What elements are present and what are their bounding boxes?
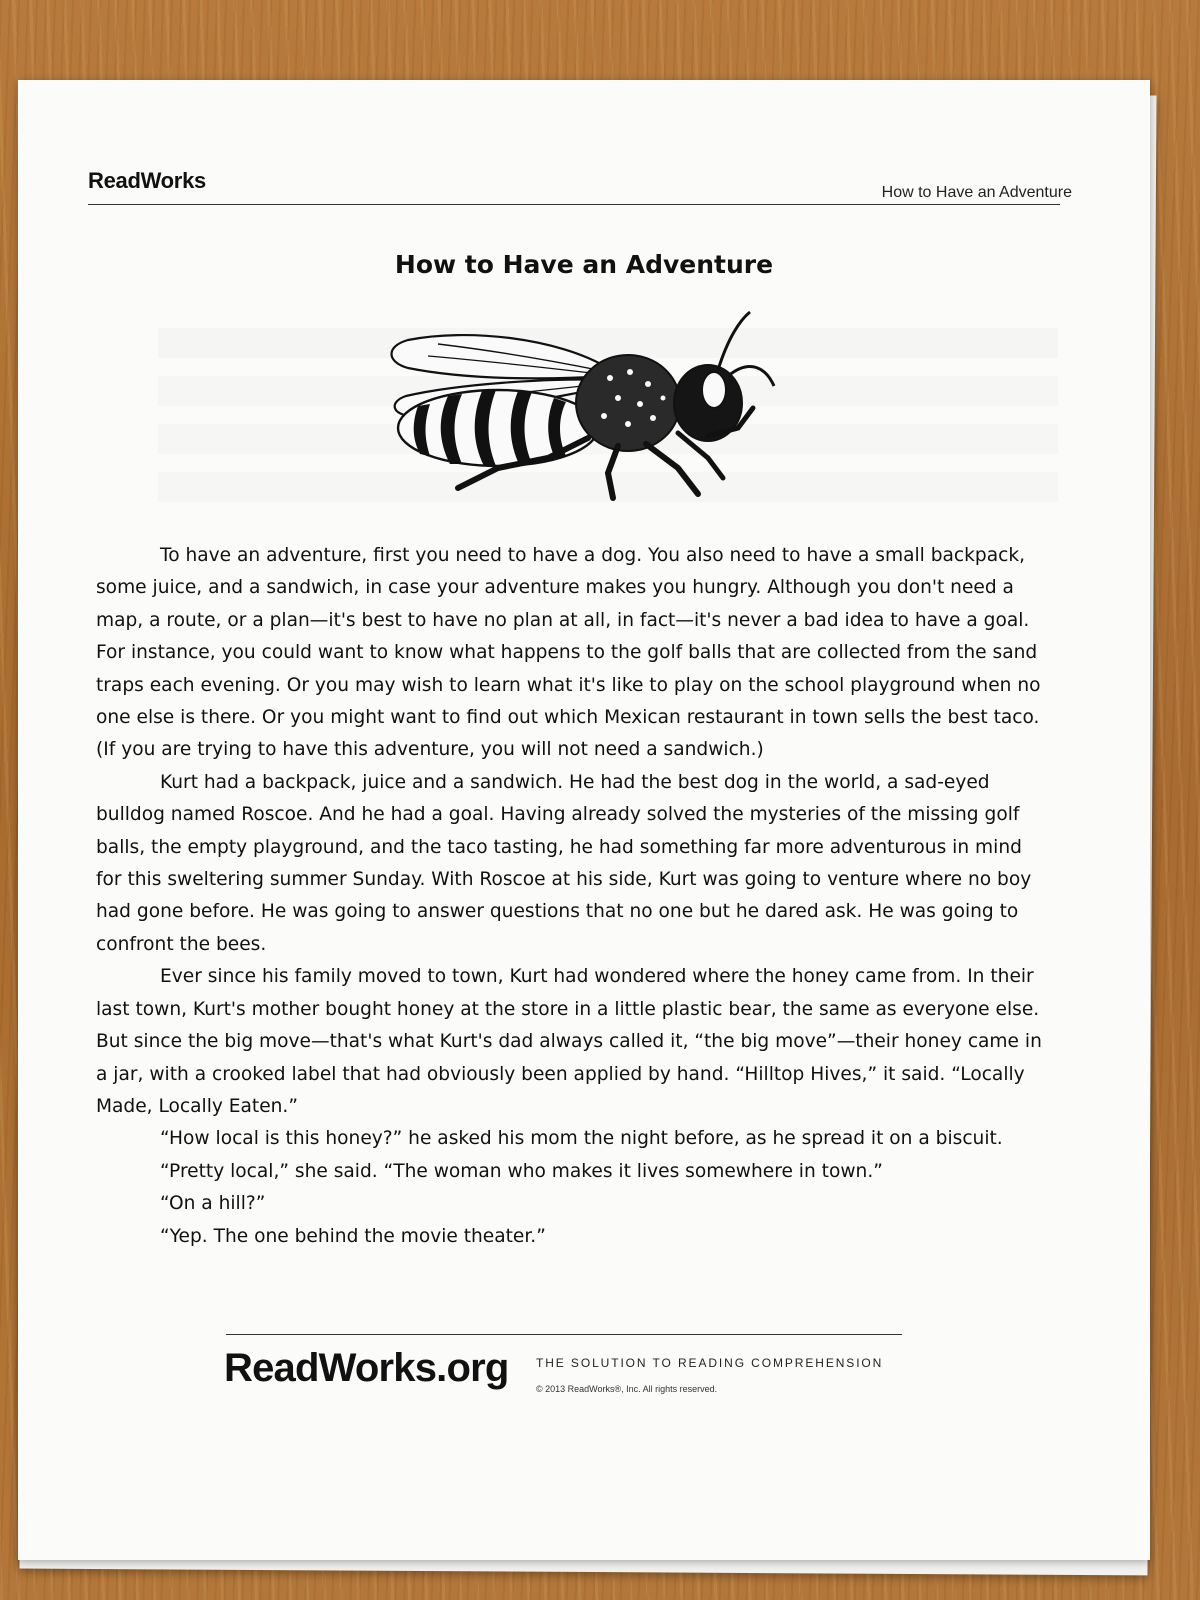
story-title: How to Have an Adventure bbox=[394, 250, 774, 279]
bee-illustration bbox=[378, 298, 778, 503]
paragraph-1: To have an adventure, first you need to have a dog. You also need to have a small backpack, some juice, and a sandwich, in case your adventure makes you hungry. Although you don't need a map, a route, or a plan—it's best to have no plan at all, in fact—it's never a bad idea to have a goal. For instance, you could want to know what happens to the golf balls that are collected from the sand traps each evening. Or you may wish to learn what it's like to play on the school playground when no one else is there. Or you might want to find out which Mexican restaurant in town sells the best taco. (If you are trying to have this adventure, you will not need a sandwich.) bbox=[96, 545, 1041, 761]
paragraph-7: “Yep. The one behind the movie theater.” bbox=[160, 1225, 546, 1247]
footer-logo: ReadWorks.org bbox=[224, 1346, 509, 1390]
worksheet-page bbox=[18, 80, 1150, 1560]
paragraph-4: “How local is this honey?” he asked his mom the night before, as he spread it on a biscuit. bbox=[160, 1128, 1003, 1150]
paragraph-2: Kurt had a backpack, juice and a sandwich. He had the best dog in the world, a sad-eyed bulldog named Roscoe. And he had a goal. Having already solved the mysteries of the missing golf balls, the empty playground, and the taco tasting, he had something far more adventurous in mind for this sweltering summer Sunday. With Roscoe at his side, Kurt was going to venture where no boy had gone before. He was going to answer questions that no one but he dared ask. He was going to confront the bees. bbox=[96, 771, 1032, 955]
story-text bbox=[96, 540, 1046, 1253]
paragraph-5: “Pretty local,” she said. “The woman who makes it lives somewhere in town.” bbox=[160, 1160, 883, 1182]
paragraph-6: “On a hill?” bbox=[160, 1193, 266, 1215]
header-divider bbox=[88, 204, 1060, 205]
paragraph-3: Ever since his family moved to town, Kurt had wondered where the honey came from. In their last town, Kurt's mother bought honey at the store in a little plastic bear, the same as everyone else. But since the big move—that's what Kurt's dad always called it, “the big move”—their honey came in a jar, with a crooked label that had obviously been applied by hand. “Hilltop Hives,” it said. “Locally Made, Locally Eaten.” bbox=[96, 966, 1042, 1117]
footer-copyright: © 2013 ReadWorks®, Inc. All rights reserved. bbox=[536, 1384, 718, 1394]
running-title: How to Have an Adventure bbox=[881, 184, 1072, 201]
footer-divider bbox=[226, 1334, 902, 1335]
header-logo: ReadWorks bbox=[88, 168, 206, 193]
footer-tagline: THE SOLUTION TO READING COMPREHENSION bbox=[536, 1356, 884, 1370]
